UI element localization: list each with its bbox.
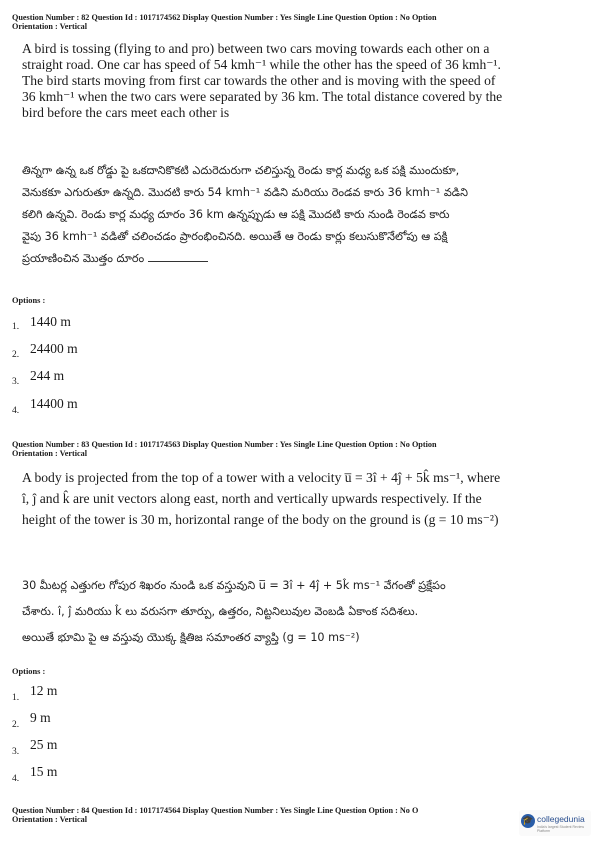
text-line: వెనుకకూ ఎగురుతూ ఉన్నది. మొదటి కారు 54 kmh⁻¹ వడిని మరియు రెండవ కారు 36 kmh⁻¹ వడిని <box>22 186 468 199</box>
option-3: 25 m <box>30 737 58 752</box>
option-2: 24400 m <box>30 341 78 356</box>
text-line-content: ప్రయాణించిన మొత్తం దూరం <box>22 252 145 265</box>
option-number: 4. <box>12 774 20 784</box>
question-83-header: Question Number : 83 Question Id : 1017174563 Display Question Number : Yes Single Line Question Option : No Option <box>12 440 437 449</box>
text-line: bird before the cars meet each other is <box>22 105 230 120</box>
text-line: అయితే భూమి పై ఆ వస్తువు యొక్క క్షితిజ సమాంతర వ్యాప్తి (g = 10 ms⁻²) <box>22 631 360 644</box>
text-line: A body is projected from the top of a tower with a velocity u̅ = 3î + 4ĵ + 5k̂ ms⁻¹, where <box>22 470 501 485</box>
question-83-english <box>22 467 570 530</box>
text-line: 30 మీటర్ల ఎత్తుగల గోపుర శిఖరం నుండి ఒక వస్తువుని u̅ = 3î + 4ĵ + 5k̂ ms⁻¹ వేగంతో ప్రక్షేపం <box>22 579 446 592</box>
text-line: చేశారు. î, ĵ మరియు k̂ లు వరుసగా తూర్పు, ఉత్తరం, నిట్టనిలువుల వెంబడి ఏకాంక సదిశలు. <box>22 605 419 618</box>
options-title: Options : <box>12 296 46 305</box>
option-number: 2. <box>12 350 20 360</box>
question-84-orientation: Orientation : Vertical <box>12 815 88 824</box>
text-line: straight road. One car has speed of 54 kmh⁻¹ while the other has the speed of 36 kmh⁻¹. <box>22 57 501 72</box>
option-1: 1440 m <box>30 314 71 329</box>
question-82-orientation: Orientation : Vertical <box>12 22 88 31</box>
options-title: Options : <box>12 667 46 676</box>
question-82-english <box>22 41 570 121</box>
question-82-header: Question Number : 82 Question Id : 1017174562 Display Question Number : Yes Single Line Question Option : No Option <box>12 13 437 22</box>
text-line: î, ĵ and k̂ are unit vectors along east, north and vertically upwards respectively. If the <box>22 491 482 506</box>
option-number: 2. <box>12 720 20 730</box>
collegedunia-logo <box>519 810 591 836</box>
option-number: 3. <box>12 377 20 387</box>
logo-text: collegedunia <box>537 814 585 824</box>
option-1: 12 m <box>30 683 58 698</box>
answer-blank <box>148 252 208 262</box>
question-83-telugu <box>22 573 574 651</box>
text-line: వైపు 36 kmh⁻¹ వడితో చలించడం ప్రారంభించినది. అయితే ఆ రెండు కార్లు కలుసుకొనేలోపు ఆ పక్షి <box>22 230 448 243</box>
question-83-orientation: Orientation : Vertical <box>12 449 88 458</box>
option-4: 15 m <box>30 764 58 779</box>
text-line: 36 kmh⁻¹ when the two cars were separated by 36 km. The total distance covered by the <box>22 89 503 104</box>
question-84-header: Question Number : 84 Question Id : 1017174564 Display Question Number : Yes Single Line Question Option : No O <box>12 806 419 815</box>
option-number: 1. <box>12 322 20 332</box>
option-3: 244 m <box>30 368 65 383</box>
logo-tagline: India's largest Student Review Platform <box>537 825 584 833</box>
text-line: The bird starts moving from first car towards the other and is moving with the speed of <box>22 73 496 88</box>
option-number: 1. <box>12 693 20 703</box>
text-line: తిన్నగా ఉన్న ఒక రోడ్డు పై ఒకదానికొకటి ఎదురెదురుగా చలిస్తున్న రెండు కార్ల మధ్య ఒక పక్షి ముందుకూ, <box>22 164 460 177</box>
text-line: కలిగి ఉన్నవి. రెండు కార్ల మధ్య దూరం 36 km ఉన్నప్పుడు ఆ పక్షి మొదటి కారు నుండి రెండవ కారు <box>22 208 450 221</box>
option-2: 9 m <box>30 710 51 725</box>
option-number: 3. <box>12 747 20 757</box>
option-number: 4. <box>12 406 20 416</box>
question-82-telugu <box>22 160 574 270</box>
text-line <box>22 248 574 270</box>
text-line: A bird is tossing (flying to and pro) between two cars moving towards each other on a <box>22 41 490 56</box>
text-line: height of the tower is 30 m, horizontal range of the body on the ground is (g = 10 ms⁻²) <box>22 512 499 527</box>
graduation-cap-icon: 🎓 <box>522 816 534 826</box>
option-4: 14400 m <box>30 396 78 411</box>
